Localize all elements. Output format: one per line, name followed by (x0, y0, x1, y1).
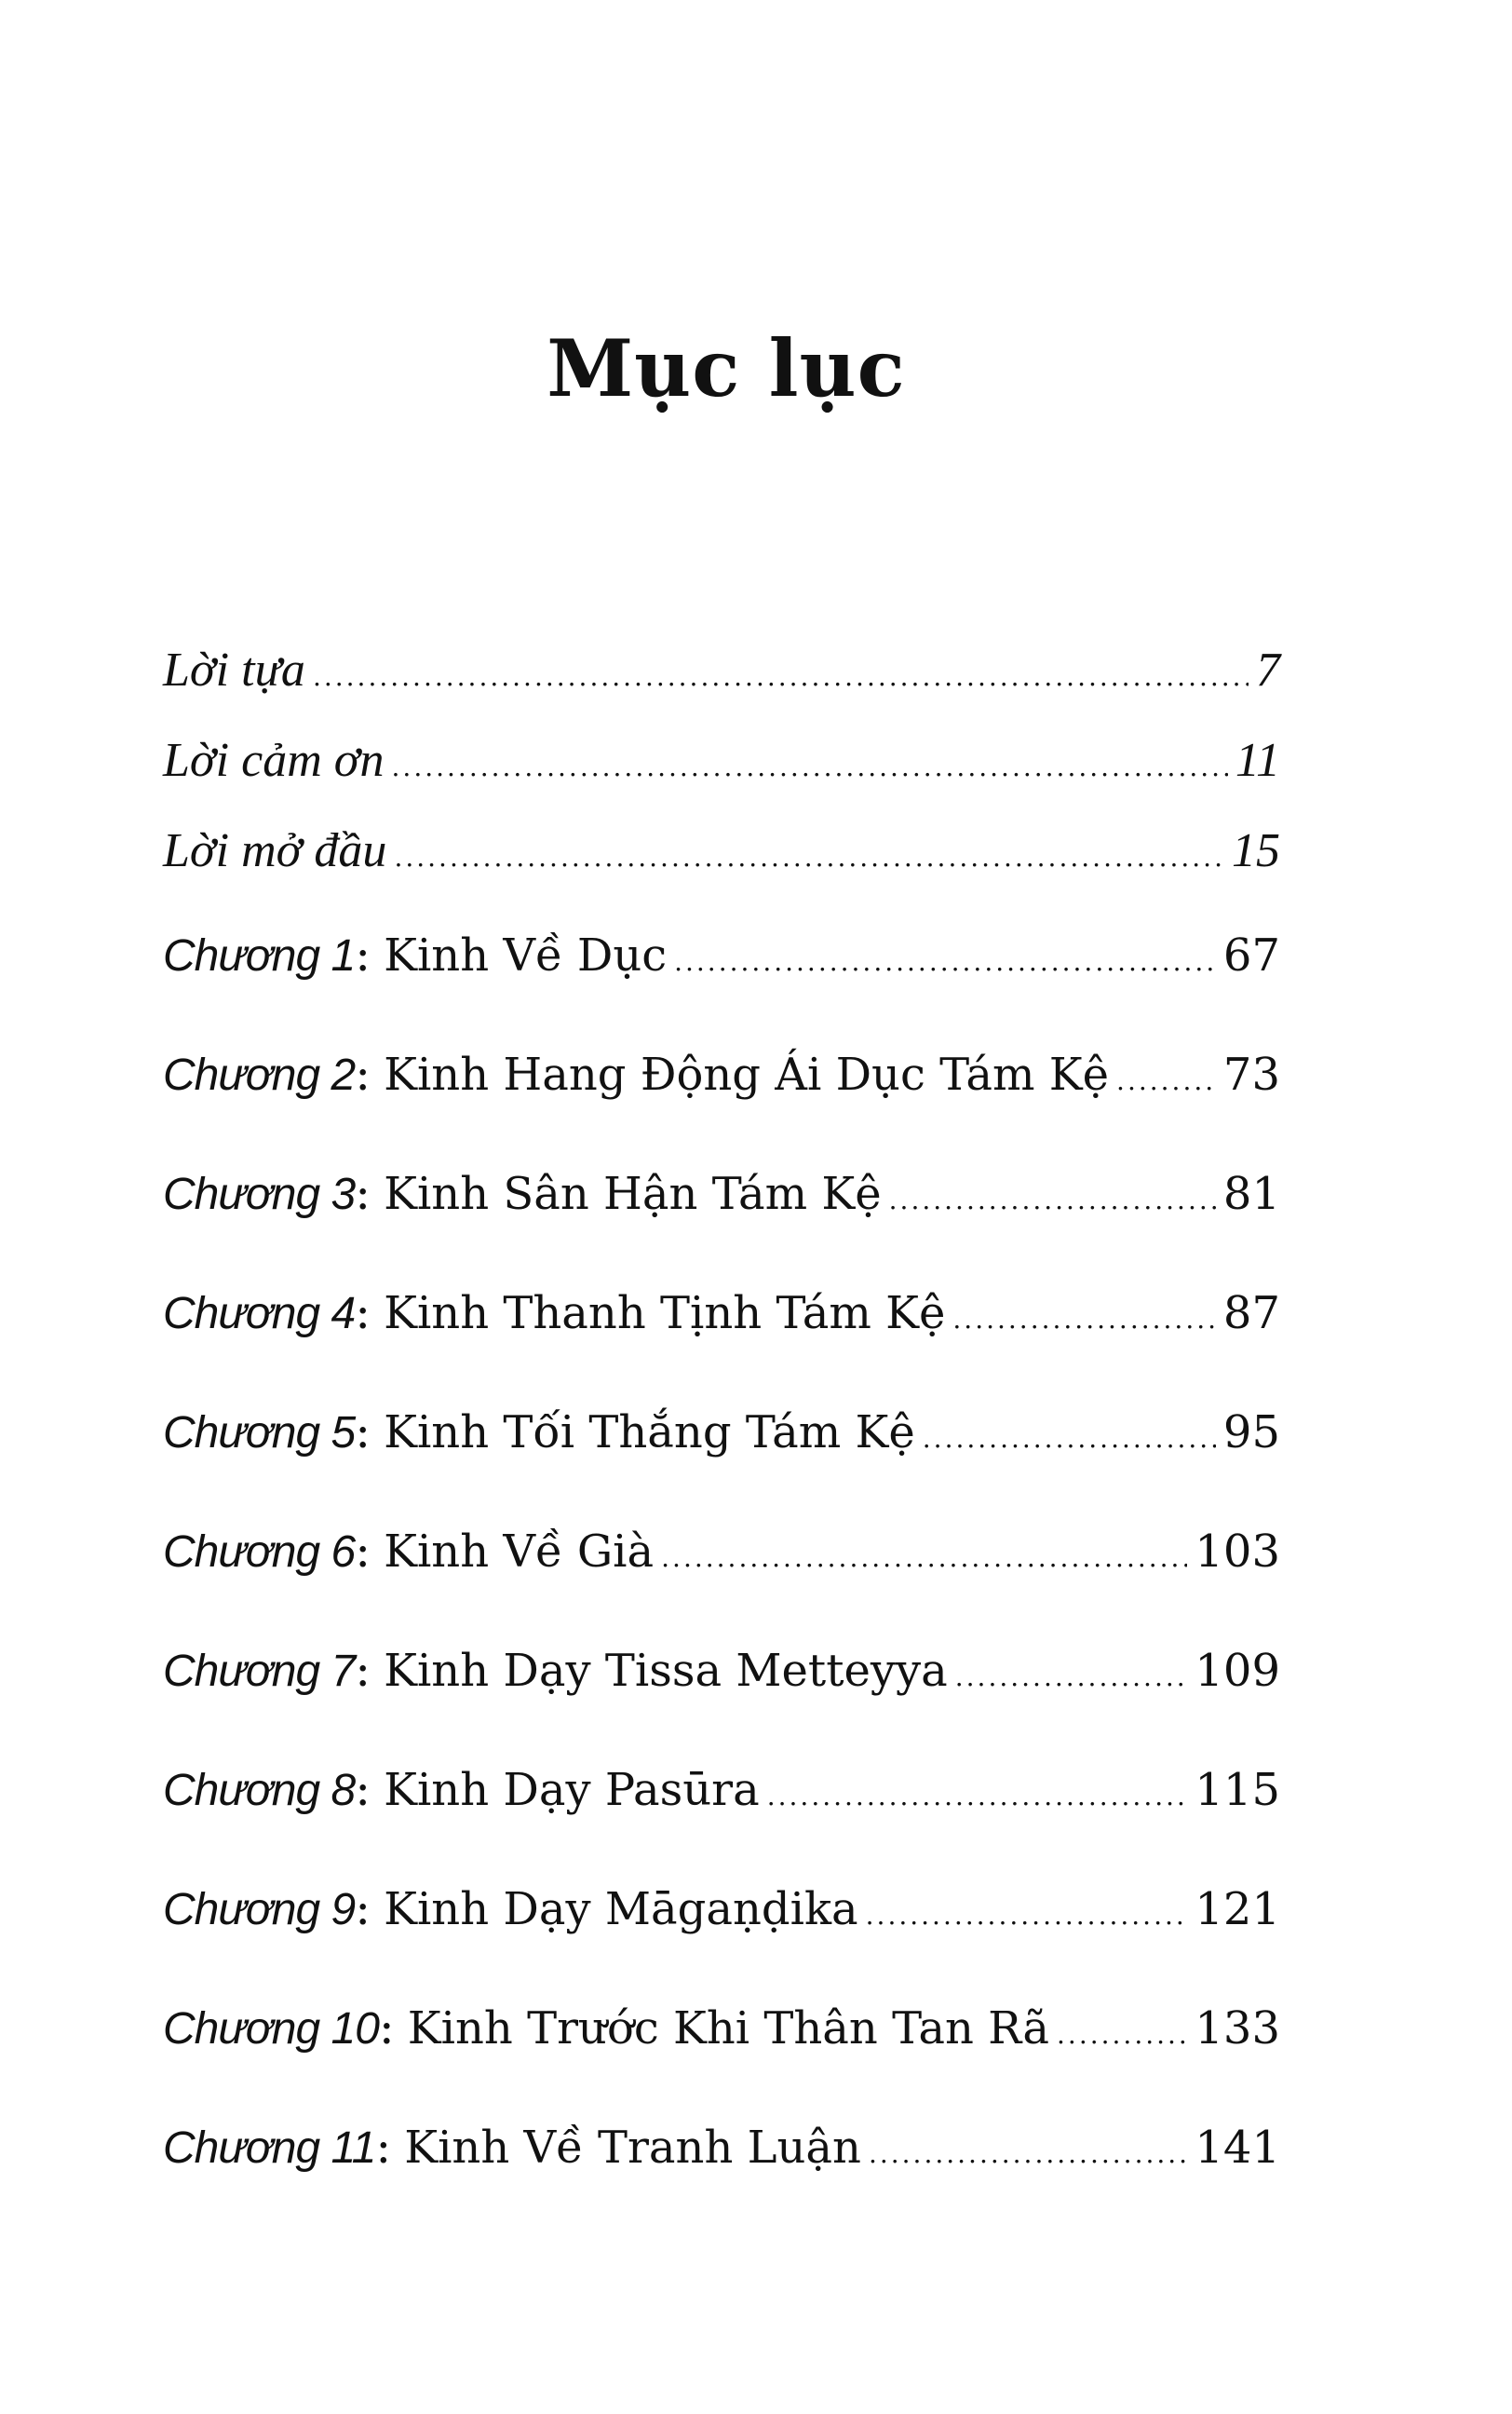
dot-leader (889, 1173, 1216, 1228)
chapter-prefix: Chương 10 (163, 2004, 379, 2054)
chapter-prefix: Chương 3 (163, 1170, 356, 1219)
toc-entry-label: Lời cảm ơn (163, 734, 385, 787)
toc-entry-chapter-2[interactable]: Chương 2 : Kinh Hang Động Ái Dục Tám Kệ ..... 73 (163, 1046, 1280, 1109)
dot-leader (955, 1649, 1188, 1705)
toc-entry-chapter-7[interactable]: Chương 7 : Kinh Dạy Tissa Metteyya ..... 109 (163, 1642, 1280, 1705)
dot-leader (392, 739, 1228, 795)
table-of-contents (163, 643, 1280, 2238)
toc-page-number: 7 (1256, 644, 1280, 697)
chapter-title: Kinh Về Tranh Luận (404, 2122, 861, 2174)
dot-leader (674, 934, 1216, 990)
chapter-title: Kinh Dạy Tissa Metteyya (384, 1645, 948, 1697)
dot-leader (866, 1888, 1188, 1944)
chapter-prefix: Chương 9 (163, 1885, 356, 1934)
toc-page-number: 73 (1222, 1049, 1280, 1101)
toc-entry-chapter-3[interactable]: Chương 3 : Kinh Sân Hận Tám Kệ ..... 81 (163, 1165, 1280, 1228)
toc-entry-label: Lời tựa (163, 644, 305, 697)
dot-leader (923, 1411, 1216, 1467)
chapter-prefix: Chương 7 (163, 1647, 356, 1696)
toc-page-number: 11 (1235, 734, 1280, 787)
toc-entry-chapter-9[interactable]: Chương 9 : Kinh Dạy Māgaṇḍika ..... 121 (163, 1880, 1280, 1944)
toc-entry-chapter-10[interactable]: Chương 10 : Kinh Trước Khi Thân Tan Rã ..... 133 (163, 2000, 1280, 2063)
chapter-title: Kinh Trước Khi Thân Tan Rã (407, 2002, 1050, 2055)
toc-entry-loi-cam-on[interactable] (163, 733, 1280, 795)
toc-page-number: 133 (1195, 2002, 1280, 2055)
toc-entry-chapter-11[interactable]: Chương 11 : Kinh Về Tranh Luận ..... 141 (163, 2119, 1280, 2182)
chapter-prefix: Chương 2 (163, 1051, 356, 1100)
toc-page-number: 95 (1222, 1406, 1280, 1458)
toc-entry-loi-mo-dau[interactable] (163, 823, 1280, 886)
chapter-title: Kinh Về Già (384, 1526, 655, 1578)
toc-entry-chapter-8[interactable]: Chương 8 : Kinh Dạy Pasūra ..... 115 (163, 1761, 1280, 1824)
toc-page-number: 81 (1222, 1168, 1280, 1220)
chapter-title: Kinh Về Dục (384, 929, 668, 982)
dot-leader (767, 1769, 1188, 1824)
toc-page-number: 115 (1195, 1764, 1280, 1816)
toc-page-number: 103 (1195, 1526, 1280, 1578)
toc-page-number: 109 (1195, 1645, 1280, 1697)
chapter-prefix: Chương 6 (163, 1527, 356, 1577)
chapter-title: Kinh Dạy Māgaṇḍika (384, 1883, 858, 1935)
toc-entry-chapter-4[interactable]: Chương 4 : Kinh Thanh Tịnh Tám Kệ ..... 87 (163, 1284, 1280, 1348)
chapter-title: Kinh Hang Động Ái Dục Tám Kệ (384, 1049, 1110, 1101)
dot-leader (394, 830, 1224, 886)
toc-entry-chapter-5[interactable]: Chương 5 : Kinh Tối Thắng Tám Kệ ..... 95 (163, 1404, 1280, 1467)
toc-page-number: 87 (1222, 1287, 1280, 1339)
toc-entry-chapter-1[interactable]: Chương 1 : Kinh Về Dục ..... 67 (163, 927, 1280, 990)
dot-leader (661, 1530, 1187, 1586)
chapter-title: Kinh Thanh Tịnh Tám Kệ (384, 1287, 946, 1339)
chapter-prefix: Chương 8 (163, 1766, 356, 1815)
chapter-prefix: Chương 11 (163, 2123, 376, 2173)
toc-page-number: 121 (1195, 1883, 1280, 1935)
chapter-prefix: Chương 4 (163, 1289, 356, 1338)
toc-page-number: 67 (1222, 929, 1280, 982)
toc-page-number: 15 (1232, 824, 1280, 877)
toc-entry-loi-tua[interactable] (163, 643, 1280, 705)
chapter-prefix: Chương 5 (163, 1408, 356, 1458)
chapter-prefix: Chương 1 (163, 931, 356, 981)
dot-leader (313, 649, 1249, 705)
chapter-title: Kinh Dạy Pasūra (384, 1764, 760, 1816)
dot-leader (952, 1292, 1216, 1348)
dot-leader (869, 2126, 1187, 2182)
dot-leader (1116, 1053, 1216, 1109)
toc-page-number: 141 (1195, 2122, 1280, 2174)
page-title: Mục lục (547, 322, 906, 415)
chapter-title: Kinh Sân Hận Tám Kệ (384, 1168, 882, 1220)
dot-leader (1057, 2007, 1187, 2063)
chapter-title: Kinh Tối Thắng Tám Kệ (384, 1406, 915, 1458)
toc-entry-chapter-6[interactable]: Chương 6 : Kinh Về Già ..... 103 (163, 1523, 1280, 1586)
toc-entry-label: Lời mở đầu (163, 824, 387, 877)
